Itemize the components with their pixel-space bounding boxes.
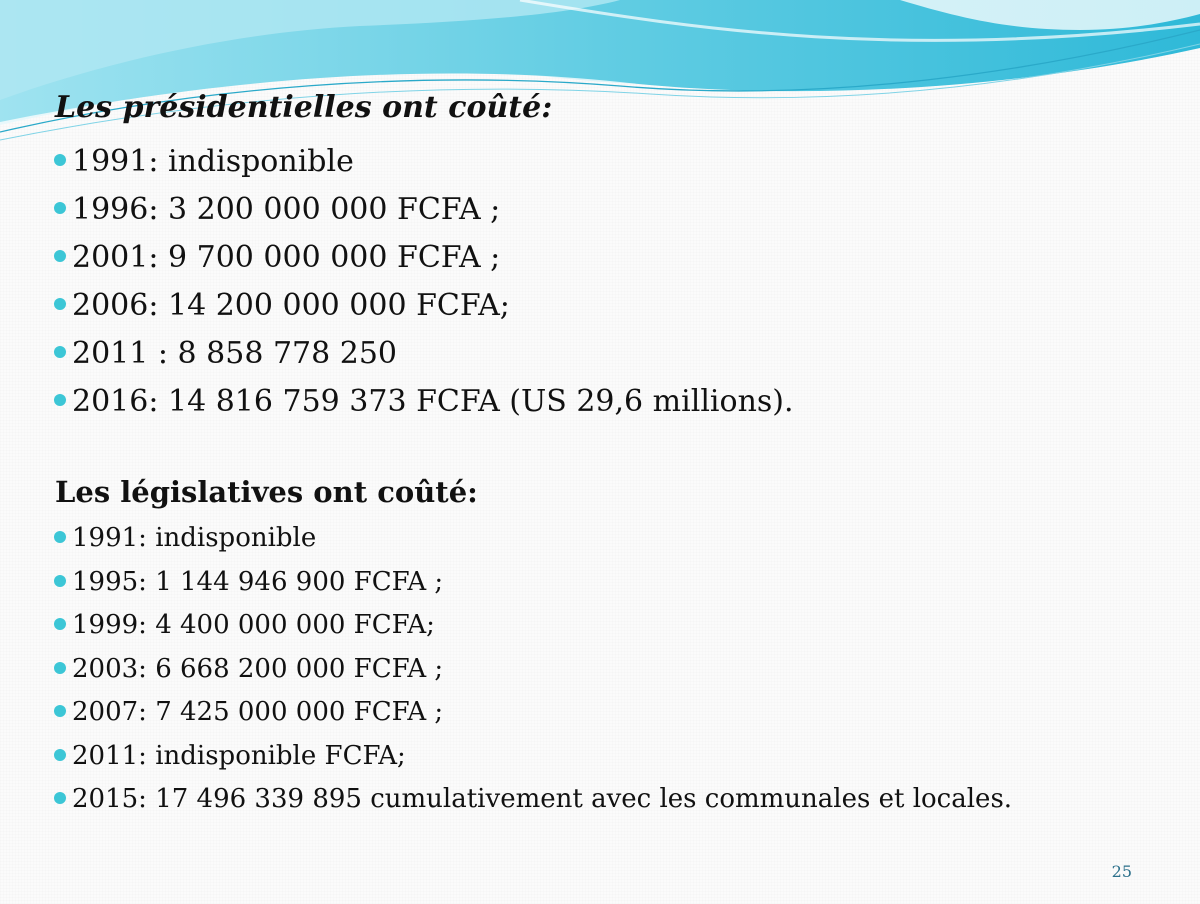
bullet-icon bbox=[54, 705, 66, 717]
list-item bbox=[52, 648, 1012, 692]
list-item bbox=[52, 691, 1012, 735]
list-item-text: 2011: indisponible FCFA; bbox=[72, 740, 406, 771]
list-item bbox=[52, 517, 1012, 561]
bullet-icon bbox=[54, 662, 66, 674]
bullet-icon bbox=[54, 154, 66, 166]
bullet-icon bbox=[54, 749, 66, 761]
bullet-icon bbox=[54, 298, 66, 310]
list-item bbox=[52, 234, 794, 282]
list-item-text: 2016: 14 816 759 373 FCFA (US 29,6 millions). bbox=[72, 384, 794, 419]
bullet-icon bbox=[54, 394, 66, 406]
list-item-text: 1991: indisponible bbox=[72, 144, 354, 179]
legislatives-list bbox=[52, 517, 1012, 822]
list-item bbox=[52, 330, 794, 378]
list-item-text: 2001: 9 700 000 000 FCFA ; bbox=[72, 240, 501, 275]
list-item-text: 1996: 3 200 000 000 FCFA ; bbox=[72, 192, 501, 227]
bullet-icon bbox=[54, 346, 66, 358]
legislatives-title: Les législatives ont coûté: bbox=[55, 475, 478, 509]
list-item-text: 2006: 14 200 000 000 FCFA; bbox=[72, 288, 510, 323]
presidentielles-title: Les présidentielles ont coûté: bbox=[55, 90, 553, 125]
bullet-icon bbox=[54, 250, 66, 262]
list-item bbox=[52, 186, 794, 234]
page-number: 25 bbox=[1111, 862, 1132, 881]
bullet-icon bbox=[54, 792, 66, 804]
list-item bbox=[52, 778, 1012, 822]
list-item-text: 2003: 6 668 200 000 FCFA ; bbox=[72, 653, 444, 684]
list-item-text: 1995: 1 144 946 900 FCFA ; bbox=[72, 566, 444, 597]
decorative-wave-header bbox=[0, 0, 1200, 150]
list-item-text: 1999: 4 400 000 000 FCFA; bbox=[72, 610, 435, 640]
list-item bbox=[52, 378, 794, 426]
bullet-icon bbox=[54, 575, 66, 587]
list-item-text: 2015: 17 496 339 895 cumulativement avec les communales et locales. bbox=[72, 784, 1013, 814]
bullet-icon bbox=[54, 618, 66, 630]
list-item bbox=[52, 282, 794, 330]
list-item bbox=[52, 561, 1012, 605]
presidentielles-list bbox=[52, 138, 794, 426]
list-item-text: 1991: indisponible bbox=[72, 523, 317, 553]
list-item bbox=[52, 735, 1012, 779]
list-item bbox=[52, 604, 1012, 648]
list-item bbox=[52, 138, 794, 186]
list-item-text: 2007: 7 425 000 000 FCFA ; bbox=[72, 697, 444, 727]
bullet-icon bbox=[54, 531, 66, 543]
bullet-icon bbox=[54, 202, 66, 214]
list-item-text: 2011 : 8 858 778 250 bbox=[72, 336, 398, 371]
